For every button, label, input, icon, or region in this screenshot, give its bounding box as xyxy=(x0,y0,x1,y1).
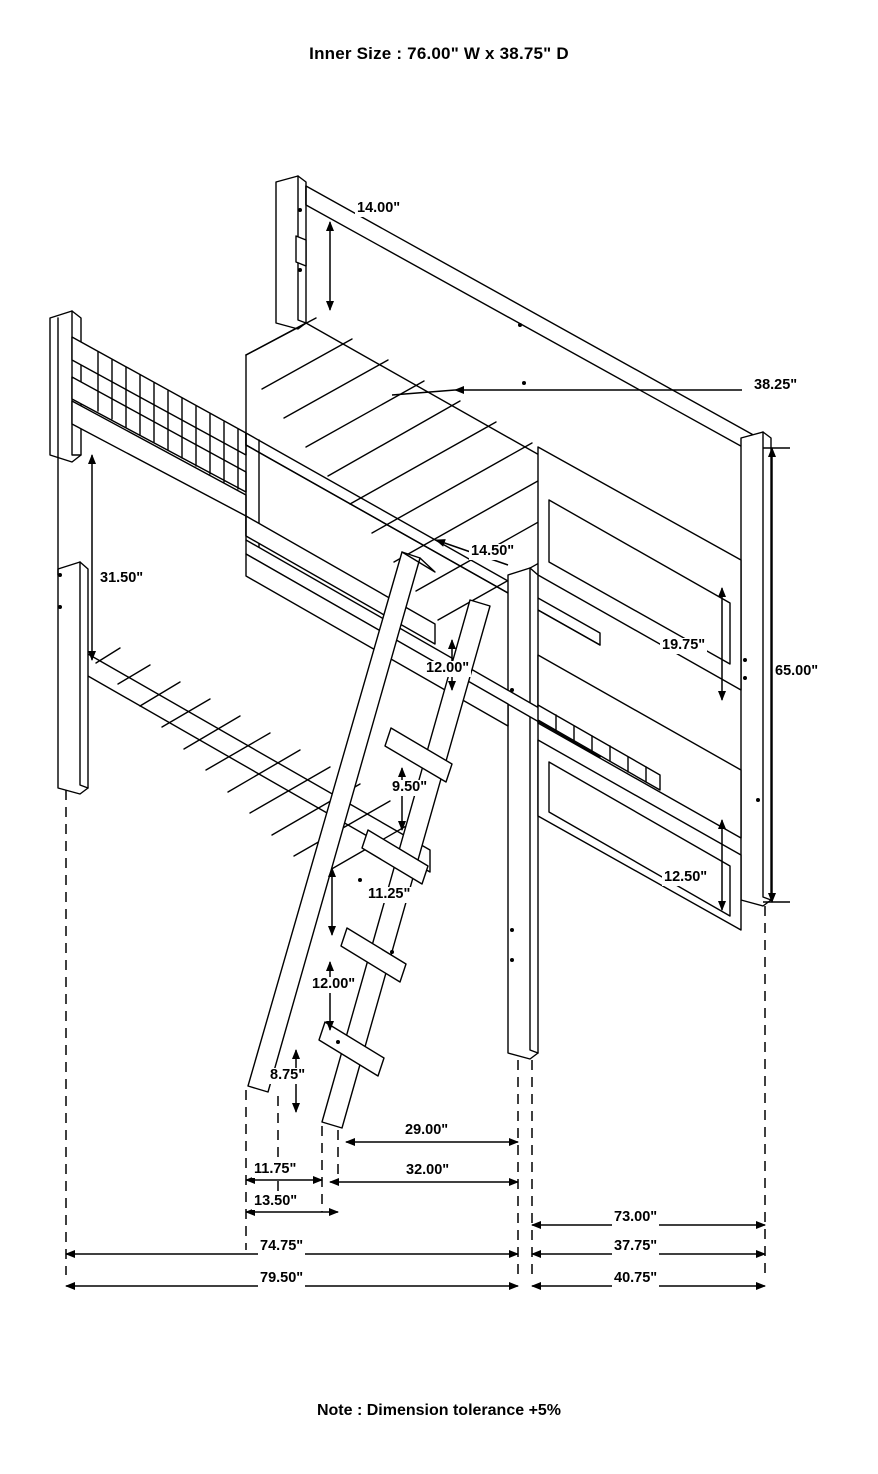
tolerance-note: Note : Dimension tolerance +5% xyxy=(316,1402,562,1419)
dim-ladder-base-width: 11.75" xyxy=(254,1161,297,1177)
dim-upper-end-panel: 19.75" xyxy=(662,637,706,653)
dim-right-depth: 37.75" xyxy=(614,1238,658,1254)
dim-ladder-step-spacing-top: 12.00" xyxy=(426,660,470,676)
dim-top-guardrail-height: 14.00" xyxy=(357,200,401,216)
dim-mattress-support-width: 38.25" xyxy=(754,377,798,393)
page-title: Inner Size : 76.00" W x 38.75" D xyxy=(309,44,569,63)
dim-ladder-foot-span: 13.50" xyxy=(254,1193,298,1209)
dim-upper-ladder-gap: 14.50" xyxy=(471,543,515,559)
dim-ladder-step-spacing-mid: 11.25" xyxy=(368,886,411,902)
dim-lower-end-panel: 12.50" xyxy=(664,869,708,885)
dim-overall-depth: 40.75" xyxy=(614,1270,658,1286)
dim-left-inner-length: 74.75" xyxy=(260,1238,304,1254)
dim-ladder-step-spacing-low: 12.00" xyxy=(312,976,356,992)
dim-ladder-span: 32.00" xyxy=(406,1162,450,1178)
dim-right-inner-depth: 73.00" xyxy=(614,1209,658,1225)
dim-overall-length: 79.50" xyxy=(260,1270,304,1286)
dim-ladder-step-depth: 9.50" xyxy=(392,779,428,795)
dim-ladder-bottom-step: 8.75" xyxy=(270,1067,306,1083)
dim-lower-bunk-clearance: 31.50" xyxy=(100,570,144,586)
dim-ladder-foot-offset: 29.00" xyxy=(405,1122,449,1138)
dim-overall-height: 65.00" xyxy=(775,663,819,679)
